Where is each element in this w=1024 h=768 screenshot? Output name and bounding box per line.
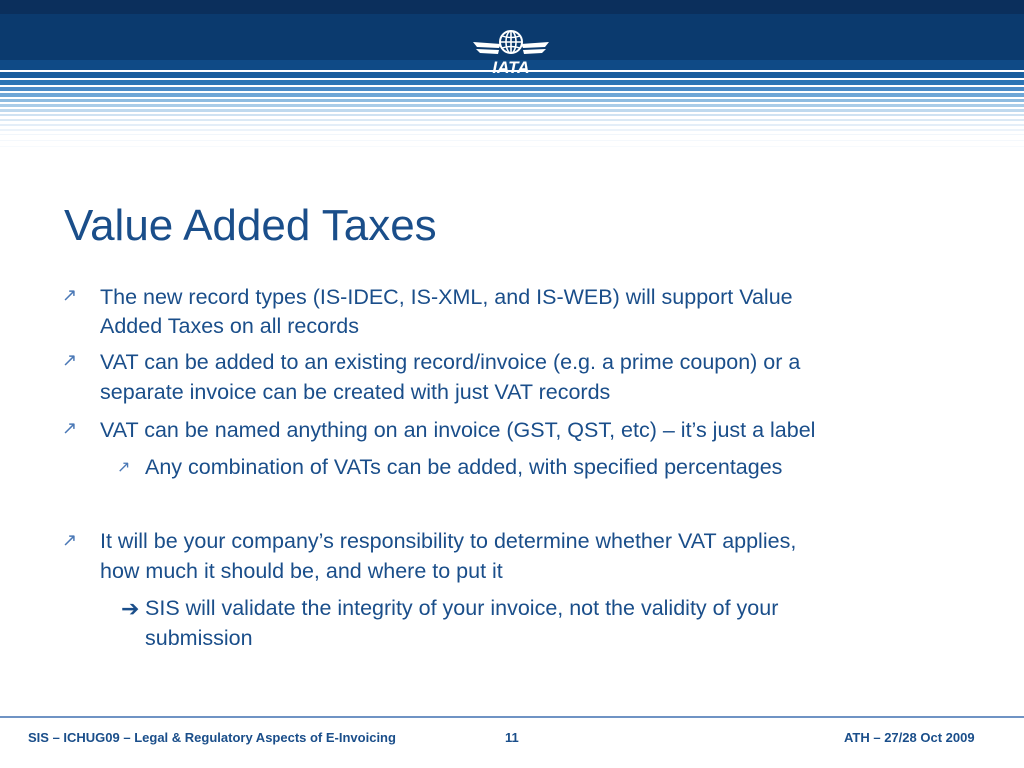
bullet-line: It will be your company’s responsibility to determine whether VAT applies, xyxy=(100,529,797,553)
page-number: 11 xyxy=(505,730,519,745)
footer-left: SIS – ICHUG09 – Legal & Regulatory Aspects of E-Invoicing xyxy=(28,730,396,745)
footer-right: ATH – 27/28 Oct 2009 xyxy=(844,730,975,745)
bullet-line: VAT can be named anything on an invoice (GST, QST, etc) – it’s just a label xyxy=(100,418,816,442)
bullet-line: The new record types (IS-IDEC, IS-XML, and IS-WEB) will support Value xyxy=(100,285,793,309)
logo-wordmark: IATA xyxy=(492,58,530,76)
bullet-line: SIS will validate the integrity of your invoice, not the validity of your xyxy=(145,596,779,620)
bullet-line: submission xyxy=(145,626,253,650)
bullet-line: Any combination of VATs can be added, with specified percentages xyxy=(145,455,783,479)
bullet-line: Added Taxes on all records xyxy=(100,314,359,338)
bullet-line: separate invoice can be created with just VAT records xyxy=(100,380,611,404)
diagonal-arrow-icon: ↗ xyxy=(62,418,78,438)
slide-title: Value Added Taxes xyxy=(64,201,437,250)
diagonal-arrow-icon: ↗ xyxy=(117,459,131,476)
footer-divider xyxy=(0,716,1024,718)
right-arrow-icon: ➔ xyxy=(121,596,140,621)
diagonal-arrow-icon: ↗ xyxy=(62,285,78,305)
diagonal-arrow-icon: ↗ xyxy=(62,350,78,370)
diagonal-arrow-icon: ↗ xyxy=(62,530,78,550)
bullet-line: how much it should be, and where to put it xyxy=(100,559,503,583)
bullet-line: VAT can be added to an existing record/invoice (e.g. a prime coupon) or a xyxy=(100,350,801,374)
